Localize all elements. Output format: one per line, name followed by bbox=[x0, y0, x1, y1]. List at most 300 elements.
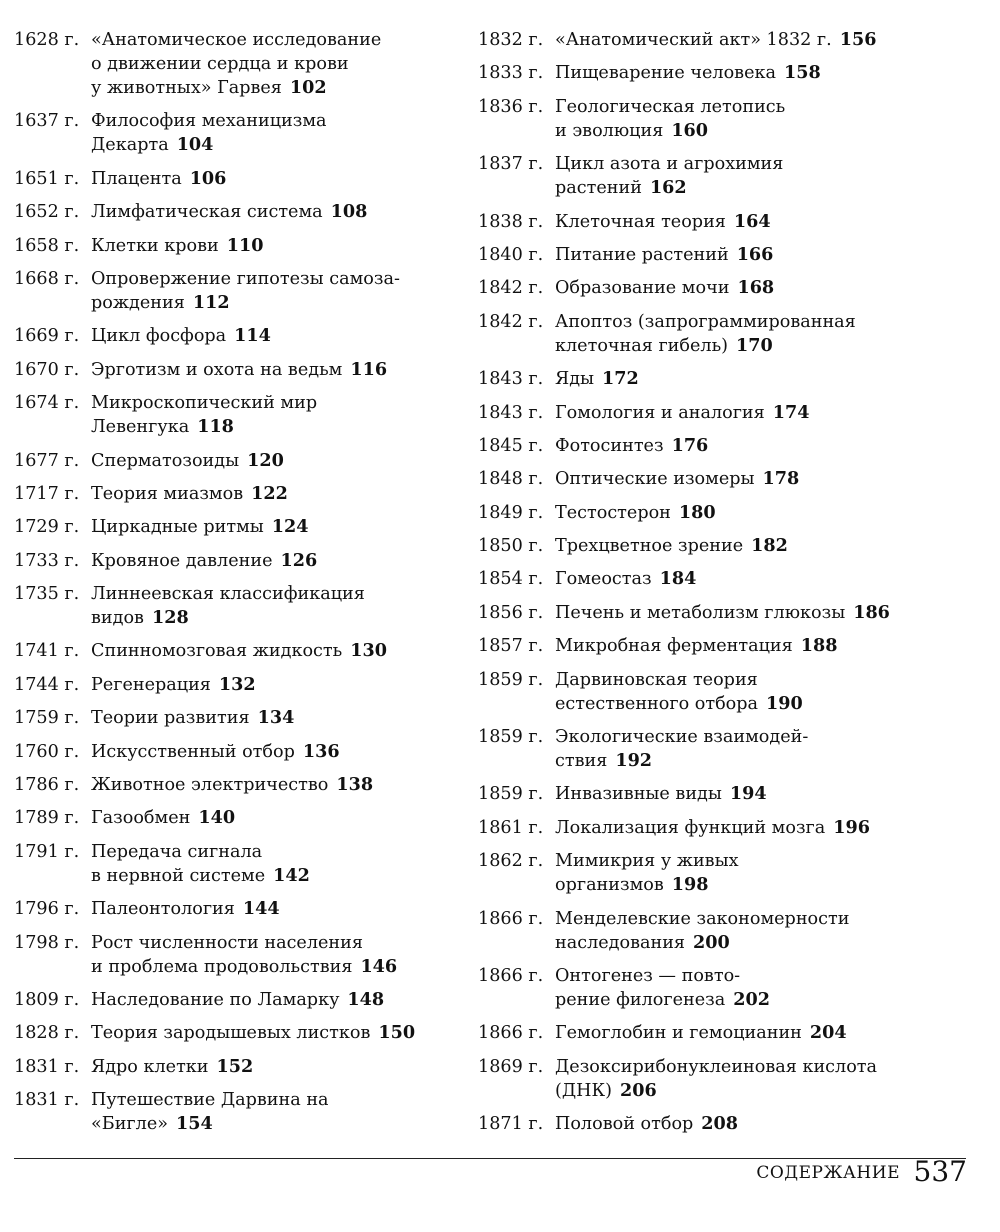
toc-entry-page-number: 176 bbox=[671, 434, 709, 456]
toc-entry-year: 1674 г. bbox=[14, 393, 80, 414]
toc-entry-body bbox=[555, 1112, 978, 1136]
toc-entry-title-line bbox=[555, 634, 978, 658]
toc-entry bbox=[478, 367, 978, 391]
toc-entry-title-text: видов bbox=[91, 608, 144, 629]
toc-entry-title-text: Дезоксирибонуклеиновая кислота bbox=[555, 1056, 878, 1077]
toc-entry-year: 1809 г. bbox=[14, 989, 80, 1010]
toc-entry-title-line bbox=[91, 773, 454, 797]
toc-entry-page-number: 186 bbox=[853, 601, 890, 623]
toc-entry bbox=[478, 95, 978, 143]
toc-entry-title-text: растений bbox=[555, 178, 642, 199]
toc-entry-title-line bbox=[91, 1055, 454, 1079]
toc-entry-page-number: 160 bbox=[671, 119, 709, 141]
toc-entry-page-number: 122 bbox=[251, 482, 288, 504]
toc-entry bbox=[14, 28, 454, 100]
toc-entry bbox=[478, 964, 978, 1012]
toc-entry bbox=[14, 931, 454, 979]
toc-entry-title-text: Спинномозговая жидкость bbox=[91, 641, 343, 662]
toc-entry-title-line bbox=[91, 955, 454, 979]
toc-entry-title-text: Оптические изомеры bbox=[555, 469, 755, 490]
toc-entry-title-text: Мимикрия у живых bbox=[555, 851, 739, 872]
footer-rule bbox=[14, 1158, 966, 1159]
toc-entry-body bbox=[91, 639, 454, 663]
toc-entry bbox=[14, 988, 454, 1012]
toc-entry-title-line bbox=[91, 1112, 454, 1136]
toc-entry-page-number: 172 bbox=[602, 368, 639, 390]
toc-entry-title-text: Искусственный отбор bbox=[91, 741, 295, 762]
toc-entry-body bbox=[555, 310, 978, 358]
toc-entry bbox=[14, 167, 454, 191]
toc-entry bbox=[14, 740, 454, 764]
toc-entry-page-number: 198 bbox=[671, 874, 709, 896]
toc-entry-body bbox=[555, 95, 978, 143]
toc-entry-page-number: 124 bbox=[271, 516, 309, 538]
toc-entry bbox=[14, 358, 454, 382]
toc-entry-body bbox=[91, 358, 454, 382]
toc-entry-year: 1831 г. bbox=[14, 1056, 80, 1077]
toc-entry bbox=[478, 634, 978, 658]
toc-entry bbox=[478, 467, 978, 491]
toc-entry-page-number: 184 bbox=[659, 568, 697, 590]
toc-entry-page-number: 138 bbox=[336, 774, 374, 796]
toc-entry bbox=[14, 673, 454, 697]
toc-entry-title-text: (ДНК) bbox=[555, 1080, 612, 1101]
toc-entry-page-number: 200 bbox=[693, 931, 730, 953]
toc-entry-title-line bbox=[555, 849, 978, 873]
toc-entry-title-text: Опровержение гипотезы самоза- bbox=[91, 268, 400, 289]
toc-entry-title-line bbox=[91, 840, 454, 864]
toc-entry-title-text: Гомология и аналогия bbox=[555, 402, 765, 423]
toc-entry-year: 1857 г. bbox=[478, 636, 544, 657]
toc-entry-body bbox=[91, 391, 454, 439]
toc-entry-title-text: Животное электричество bbox=[91, 775, 329, 796]
toc-entry bbox=[14, 482, 454, 506]
toc-entry-title-line bbox=[555, 725, 978, 749]
toc-entry-title-line bbox=[91, 606, 454, 630]
toc-entry-year: 1859 г. bbox=[478, 727, 544, 748]
toc-entry-body bbox=[555, 725, 978, 773]
toc-entry-year: 1786 г. bbox=[14, 775, 80, 796]
toc-entry-body bbox=[91, 167, 454, 191]
toc-entry-title-text: Газообмен bbox=[91, 808, 191, 829]
toc-entry-body bbox=[555, 964, 978, 1012]
toc-entry-title-text: у животных» Гарвея bbox=[91, 78, 282, 98]
toc-entry-title-text: рение филогенеза bbox=[555, 989, 726, 1010]
toc-column-right bbox=[478, 28, 978, 1146]
toc-entry-title-line bbox=[555, 401, 978, 425]
toc-entry-body bbox=[555, 61, 978, 85]
toc-entry-page-number: 206 bbox=[620, 1079, 657, 1101]
toc-entry-title-text: Гемоглобин и гемоцианин bbox=[555, 1023, 802, 1044]
toc-entry-body bbox=[91, 200, 454, 224]
toc-entry-body bbox=[91, 1021, 454, 1045]
toc-entry-year: 1832 г. bbox=[478, 30, 544, 50]
footer-page-number: 537 bbox=[913, 1155, 967, 1188]
toc-entry-title-line bbox=[555, 210, 978, 234]
toc-entry-title-text: Образование мочи bbox=[555, 278, 730, 299]
toc-entry-year: 1796 г. bbox=[14, 899, 80, 920]
toc-entry-title-line bbox=[91, 167, 454, 191]
toc-entry bbox=[478, 310, 978, 358]
toc-entry-title-text: о движении сердца и крови bbox=[91, 54, 349, 74]
toc-entry-year: 1658 г. bbox=[14, 235, 80, 256]
toc-entry-title-text: Наследование по Ламарку bbox=[91, 989, 340, 1010]
toc-entry-title-line bbox=[555, 1079, 978, 1103]
toc-entry-body bbox=[91, 234, 454, 258]
toc-entry-title-text: Эрготизм и охота на ведьм bbox=[91, 359, 343, 380]
toc-entry-body bbox=[91, 931, 454, 979]
toc-entry-year: 1845 г. bbox=[478, 435, 544, 456]
toc-entry bbox=[478, 534, 978, 558]
toc-entry-page-number: 148 bbox=[347, 988, 385, 1010]
toc-entry-page-number: 202 bbox=[733, 988, 770, 1010]
toc-entry-page-number: 192 bbox=[615, 750, 653, 772]
toc-entry bbox=[478, 601, 978, 625]
toc-entry-title-text: Философия механицизма bbox=[91, 111, 327, 132]
toc-entry-body bbox=[555, 782, 978, 806]
toc-entry bbox=[478, 1055, 978, 1103]
toc-entry-year: 1668 г. bbox=[14, 268, 80, 289]
toc-entry-page-number: 182 bbox=[751, 535, 788, 557]
toc-entry bbox=[14, 549, 454, 573]
toc-entry-title-line bbox=[91, 415, 454, 439]
toc-entry-page-number: 190 bbox=[766, 692, 803, 714]
toc-entry bbox=[14, 582, 454, 630]
toc-entry-title-text: Левенгука bbox=[91, 417, 190, 438]
toc-entry-title-text: Теория зародышевых листков bbox=[91, 1023, 371, 1044]
toc-entry-page-number: 178 bbox=[762, 468, 800, 490]
toc-entry-title-line bbox=[555, 276, 978, 300]
toc-entry-title-line bbox=[555, 334, 978, 358]
toc-entry-title-line bbox=[91, 897, 454, 921]
toc-entry bbox=[14, 234, 454, 258]
toc-entry-title-line bbox=[91, 291, 454, 315]
toc-entry-body bbox=[555, 1055, 978, 1103]
toc-entry-title-text: «Анатомический акт» 1832 г. bbox=[555, 30, 832, 50]
toc-entry bbox=[478, 725, 978, 773]
toc-entry-year: 1760 г. bbox=[14, 741, 80, 762]
toc-entry-year: 1871 г. bbox=[478, 1114, 544, 1135]
toc-entry-page-number: 126 bbox=[280, 549, 318, 571]
toc-entry-page-number: 128 bbox=[151, 607, 189, 629]
toc-entry-title-line bbox=[555, 1112, 978, 1136]
toc-entry-body bbox=[91, 840, 454, 888]
toc-entry-year: 1652 г. bbox=[14, 202, 80, 223]
toc-entry bbox=[478, 567, 978, 591]
toc-entry-body bbox=[555, 401, 978, 425]
toc-entry-body bbox=[555, 534, 978, 558]
toc-entry-title-text: Дарвиновская теория bbox=[555, 669, 758, 690]
toc-entry bbox=[14, 109, 454, 157]
toc-entry-body bbox=[91, 109, 454, 157]
toc-entry-year: 1831 г. bbox=[14, 1090, 80, 1111]
toc-entry-body bbox=[555, 243, 978, 267]
toc-entry-title-line bbox=[91, 673, 454, 697]
toc-entry-body bbox=[91, 988, 454, 1012]
toc-entry-title-text: Палеонтология bbox=[91, 899, 235, 920]
toc-entry-title-text: Декарта bbox=[91, 135, 169, 156]
toc-entry-body bbox=[91, 324, 454, 348]
toc-entry-title-text: Цикл азота и агрохимия bbox=[555, 154, 784, 175]
toc-entry bbox=[14, 773, 454, 797]
toc-entry-title-line bbox=[91, 133, 454, 157]
toc-entry-page-number: 110 bbox=[226, 234, 264, 256]
toc-entry-title-line bbox=[91, 1021, 454, 1045]
toc-entry-title-line bbox=[555, 61, 978, 85]
toc-entry-title-text: рождения bbox=[91, 292, 185, 313]
toc-entry bbox=[478, 28, 978, 52]
toc-entry-title-line bbox=[555, 95, 978, 119]
toc-entry-title-text: и проблема продовольствия bbox=[91, 956, 353, 977]
toc-entry-year: 1729 г. bbox=[14, 517, 80, 538]
footer-section-label: СОДЕРЖАНИЕ bbox=[756, 1163, 900, 1183]
toc-entry-year: 1628 г. bbox=[14, 30, 80, 50]
toc-entry-title-text: Питание растений bbox=[555, 244, 729, 265]
toc-entry-title-line bbox=[91, 449, 454, 473]
toc-entry-body bbox=[555, 367, 978, 391]
toc-entry-body bbox=[91, 1055, 454, 1079]
toc-entry-title-line bbox=[91, 234, 454, 258]
toc-entry-title-text: Яды bbox=[555, 369, 595, 390]
toc-entry-title-line bbox=[91, 109, 454, 133]
toc-entry-title-text: Цикл фосфора bbox=[91, 326, 227, 347]
toc-entry-title-line bbox=[91, 639, 454, 663]
toc-entry-title-line bbox=[555, 567, 978, 591]
toc-entry-body bbox=[555, 501, 978, 525]
toc-entry-title-text: Сперматозоиды bbox=[91, 450, 240, 471]
toc-entry-year: 1798 г. bbox=[14, 932, 80, 953]
toc-entry-body bbox=[555, 434, 978, 458]
toc-entry-title-line bbox=[555, 601, 978, 625]
toc-entry bbox=[478, 501, 978, 525]
toc-entry-page-number: 102 bbox=[289, 77, 327, 98]
toc-entry-title-line bbox=[91, 52, 454, 76]
toc-entry-year: 1670 г. bbox=[14, 359, 80, 380]
toc-entry-page-number: 170 bbox=[736, 334, 773, 356]
toc-entry-title-text: Пищеварение человека bbox=[555, 63, 776, 84]
toc-entry-title-line bbox=[555, 668, 978, 692]
toc-entry-year: 1849 г. bbox=[478, 502, 544, 523]
toc-entry-title-text: Фотосинтез bbox=[555, 435, 664, 456]
toc-entry-year: 1669 г. bbox=[14, 326, 80, 347]
toc-entry-title-line bbox=[555, 434, 978, 458]
toc-entry-title-line bbox=[91, 482, 454, 506]
toc-entry-year: 1861 г. bbox=[478, 817, 544, 838]
toc-entry bbox=[478, 1021, 978, 1045]
toc-entry-year: 1651 г. bbox=[14, 168, 80, 189]
toc-entry-title-text: Циркадные ритмы bbox=[91, 517, 264, 538]
toc-entry-page-number: 104 bbox=[176, 134, 214, 156]
toc-entry-title-text: ствия bbox=[555, 751, 608, 772]
toc-entry bbox=[478, 907, 978, 955]
toc-entry bbox=[14, 840, 454, 888]
toc-entry-year: 1842 г. bbox=[478, 278, 544, 299]
toc-entry-page-number: 120 bbox=[247, 449, 284, 471]
toc-entry-body bbox=[91, 582, 454, 630]
toc-entry-title-line bbox=[555, 1021, 978, 1045]
toc-entry-title-line bbox=[555, 931, 978, 955]
toc-entry-title-text: Кровяное давление bbox=[91, 550, 273, 571]
toc-entry bbox=[14, 1088, 454, 1136]
toc-entry-title-text: в нервной системе bbox=[91, 865, 266, 886]
toc-entry-year: 1838 г. bbox=[478, 211, 544, 232]
toc-entry-title-line bbox=[91, 76, 454, 100]
toc-entry-year: 1866 г. bbox=[478, 1023, 544, 1044]
toc-entry-page-number: 118 bbox=[197, 416, 234, 438]
toc-entry-page-number: 150 bbox=[378, 1022, 416, 1044]
toc-entry-body bbox=[91, 1088, 454, 1136]
toc-entry-year: 1854 г. bbox=[478, 569, 544, 590]
toc-entry-title-text: Инвазивные виды bbox=[555, 784, 722, 805]
toc-entry-title-text: Тестостерон bbox=[555, 502, 671, 523]
toc-entry-year: 1843 г. bbox=[478, 369, 544, 390]
toc-entry bbox=[14, 806, 454, 830]
toc-entry-title-text: клеточная гибель) bbox=[555, 335, 729, 356]
toc-entry-title-line bbox=[91, 806, 454, 830]
toc-entry-body bbox=[91, 773, 454, 797]
toc-entry-year: 1677 г. bbox=[14, 450, 80, 471]
toc-entry-title-text: Трехцветное зрение bbox=[555, 536, 744, 557]
toc-entry bbox=[478, 401, 978, 425]
toc-entry-title-text: естественного отбора bbox=[555, 693, 759, 714]
toc-entry-page-number: 180 bbox=[678, 501, 716, 523]
toc-entry-year: 1862 г. bbox=[478, 851, 544, 872]
toc-column-left bbox=[14, 28, 454, 1146]
toc-entry-body bbox=[555, 849, 978, 897]
toc-entry-page-number: 144 bbox=[242, 898, 280, 920]
toc-entry-title-line bbox=[555, 534, 978, 558]
toc-entry-title-line bbox=[555, 310, 978, 334]
toc-entry-body bbox=[555, 28, 978, 52]
toc-entry-body bbox=[555, 668, 978, 716]
toc-entry bbox=[14, 324, 454, 348]
toc-entry-title-text: Плацента bbox=[91, 168, 182, 189]
toc-entry-page-number: 164 bbox=[733, 210, 771, 232]
toc-entry-title-text: Передача сигнала bbox=[91, 841, 263, 862]
toc-entry-year: 1843 г. bbox=[478, 402, 544, 423]
toc-entry-title-line bbox=[91, 391, 454, 415]
toc-entry-title-line bbox=[91, 200, 454, 224]
toc-entry-page-number: 130 bbox=[350, 640, 387, 662]
toc-entry-title-line bbox=[555, 749, 978, 773]
toc-entry-title-text: Путешествие Дарвина на bbox=[91, 1090, 329, 1111]
toc-entry-title-text: Рост численности населения bbox=[91, 932, 363, 953]
toc-entry-title-line bbox=[555, 467, 978, 491]
toc-entry-year: 1789 г. bbox=[14, 808, 80, 829]
toc-entry-body bbox=[555, 276, 978, 300]
toc-entry-year: 1866 г. bbox=[478, 965, 544, 986]
toc-entry-year: 1717 г. bbox=[14, 483, 80, 504]
toc-entry-body bbox=[555, 1021, 978, 1045]
toc-entry-title-line bbox=[555, 243, 978, 267]
toc-entry-title-line bbox=[555, 152, 978, 176]
toc-entry-page-number: 108 bbox=[330, 201, 368, 223]
toc-entry-body bbox=[91, 673, 454, 697]
toc-entry-year: 1842 г. bbox=[478, 311, 544, 332]
toc-entry-title-text: Гомеостаз bbox=[555, 569, 652, 590]
toc-entry-year: 1859 г. bbox=[478, 784, 544, 805]
toc-entry-body bbox=[555, 816, 978, 840]
toc-entry bbox=[14, 515, 454, 539]
toc-entry-title-line bbox=[555, 988, 978, 1012]
toc-entry-year: 1735 г. bbox=[14, 584, 80, 605]
toc-entry-page-number: 156 bbox=[839, 29, 877, 50]
toc-entry-title-line bbox=[91, 358, 454, 382]
toc-entry-year: 1741 г. bbox=[14, 641, 80, 662]
toc-entry-title-line bbox=[91, 324, 454, 348]
toc-entry-body bbox=[91, 549, 454, 573]
toc-entry-page-number: 174 bbox=[772, 401, 810, 423]
toc-entry-title-text: Ядро клетки bbox=[91, 1056, 209, 1077]
toc-entry-title-line bbox=[91, 582, 454, 606]
toc-entry-title-text: Геологическая летопись bbox=[555, 96, 786, 117]
toc-entry-page-number: 106 bbox=[189, 167, 227, 189]
toc-entry bbox=[14, 639, 454, 663]
toc-entry-title-line bbox=[555, 28, 978, 52]
toc-entry-year: 1828 г. bbox=[14, 1023, 80, 1044]
toc-entry bbox=[478, 152, 978, 200]
toc-entry-title-text: Клеточная теория bbox=[555, 211, 726, 232]
toc-entry bbox=[478, 210, 978, 234]
toc-entry-page-number: 134 bbox=[257, 707, 295, 729]
toc-entry-body bbox=[91, 482, 454, 506]
toc-entry bbox=[14, 449, 454, 473]
toc-entry-year: 1866 г. bbox=[478, 908, 544, 929]
toc-entry-page-number: 194 bbox=[729, 783, 767, 805]
toc-entry-page-number: 136 bbox=[302, 740, 340, 762]
toc-entry-body bbox=[91, 267, 454, 315]
toc-entry-title-line bbox=[91, 706, 454, 730]
toc-entry-title-line bbox=[555, 692, 978, 716]
toc-entry bbox=[14, 1021, 454, 1045]
toc-entry-title-line bbox=[91, 988, 454, 1012]
toc-entry-body bbox=[91, 515, 454, 539]
toc-entry-title-text: «Анатомическое исследование bbox=[91, 30, 382, 50]
toc-entry-body bbox=[91, 740, 454, 764]
toc-entry-title-text: Менделевские закономерности bbox=[555, 908, 850, 929]
toc-entry-page-number: 116 bbox=[350, 358, 388, 380]
toc-entry-title-line bbox=[91, 931, 454, 955]
toc-entry bbox=[14, 391, 454, 439]
toc-entry-body bbox=[91, 706, 454, 730]
toc-entry-title-line bbox=[91, 515, 454, 539]
toc-entry-title-text: Печень и метаболизм глюкозы bbox=[555, 602, 846, 623]
toc-entry bbox=[478, 276, 978, 300]
toc-entry-year: 1833 г. bbox=[478, 63, 544, 84]
toc-entry-year: 1637 г. bbox=[14, 111, 80, 132]
toc-entry-page-number: 132 bbox=[218, 673, 256, 695]
toc-entry-year: 1791 г. bbox=[14, 841, 80, 862]
toc-entry-title-text: Апоптоз (запрограммированная bbox=[555, 311, 856, 332]
toc-entry-year: 1759 г. bbox=[14, 708, 80, 729]
toc-entry-body bbox=[91, 28, 454, 100]
toc-entry-title-text: Экологические взаимодей- bbox=[555, 727, 809, 748]
toc-entry-title-line bbox=[555, 907, 978, 931]
toc-entry-year: 1856 г. bbox=[478, 602, 544, 623]
toc-entry-body bbox=[555, 567, 978, 591]
toc-entry bbox=[478, 243, 978, 267]
toc-entry-year: 1859 г. bbox=[478, 669, 544, 690]
toc-entry-body bbox=[555, 601, 978, 625]
toc-entry-title-line bbox=[91, 1088, 454, 1112]
toc-entry-page-number: 162 bbox=[649, 177, 687, 199]
toc-entry-title-text: организмов bbox=[555, 875, 664, 896]
toc-entry-title-line bbox=[555, 119, 978, 143]
toc-entry-title-text: Лимфатическая система bbox=[91, 202, 323, 223]
toc-entry-title-line bbox=[555, 367, 978, 391]
toc-entry bbox=[478, 816, 978, 840]
toc-entry-page-number: 208 bbox=[701, 1113, 739, 1135]
